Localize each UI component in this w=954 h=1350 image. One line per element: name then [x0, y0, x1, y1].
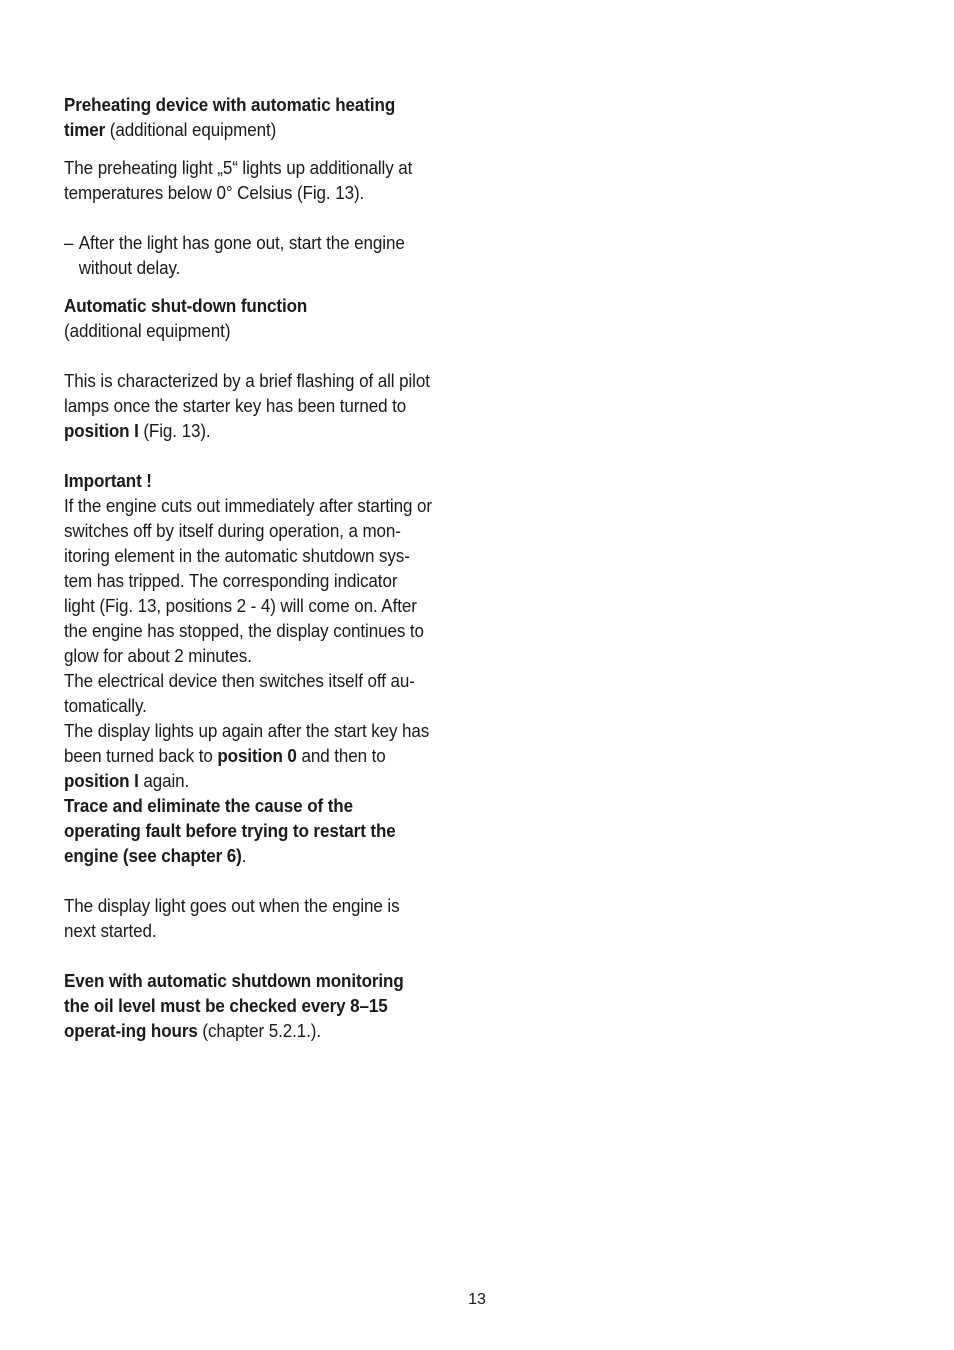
- important-heading: Important !: [64, 470, 152, 491]
- preheating-paragraph: The preheating light „5“ lights up additionally at temperatures below 0° Celsius (Fig. 13).: [64, 157, 413, 203]
- bullet-text: After the light has gone out, start the engine without delay.: [78, 232, 405, 278]
- important-paragraph-1: If the engine cuts out immediately after starting or switches off by itself during operation, a mon-itoring element in the automatic shutdown sys-tem has tripped. The corresponding indicator light (Fig. 13, positions 2 - 4) will come on. After the engine has stopped, the display continues to glow for about 2 minutes.: [64, 495, 432, 666]
- page-number: 13: [468, 1291, 486, 1308]
- important-paragraph-2: The electrical device then switches itself off au-tomatically.: [64, 670, 415, 716]
- important-paragraph-4: Trace and eliminate the cause of the operating fault before trying to restart the engine (see chapter 6).: [64, 795, 396, 866]
- preheating-heading-bold: Preheating device with automatic heating timer: [64, 94, 396, 140]
- preheating-heading-rest: (additional equipment): [105, 119, 277, 140]
- preheating-bullet: [64, 230, 432, 280]
- shutdown-heading: Automatic shut-down function: [64, 295, 308, 316]
- shutdown-paragraph: This is characterized by a brief flashing of all pilot lamps once the starter key has been turned to position I (Fig. 13).: [64, 370, 430, 441]
- preheating-heading: [64, 92, 432, 142]
- important-paragraph-5: The display light goes out when the engine is next started.: [64, 895, 400, 941]
- important-paragraph-6: Even with automatic shutdown monitoring the oil level must be checked every 8–15 operat-ing hours (chapter 5.2.1.).: [64, 970, 404, 1041]
- shutdown-subheading: (additional equipment): [64, 320, 231, 341]
- bullet-dash: –: [64, 232, 74, 253]
- text-column: [64, 92, 432, 1043]
- important-paragraph-3: The display lights up again after the start key has been turned back to position 0 and then to position I again.: [64, 720, 430, 791]
